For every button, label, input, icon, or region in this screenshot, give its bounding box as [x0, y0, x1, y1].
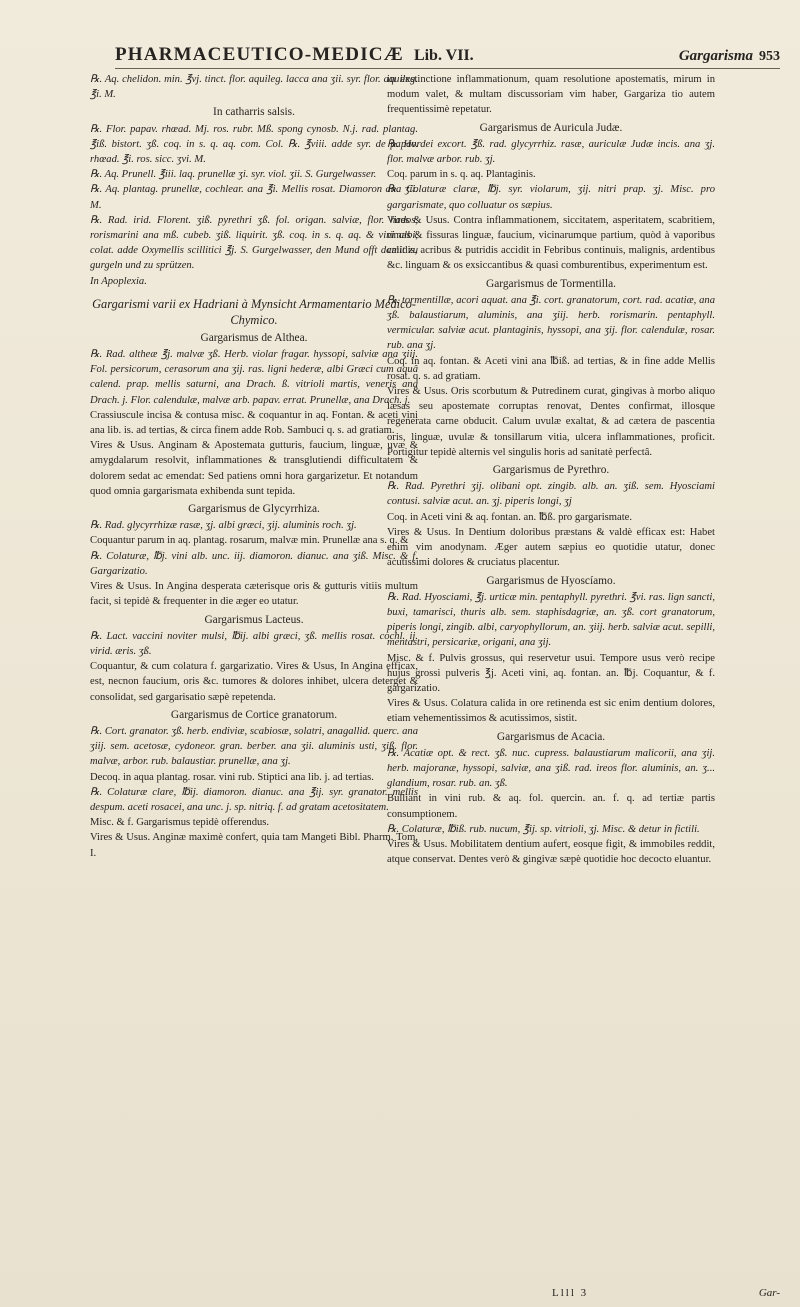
- paragraph: Vires & Usus. Oris scorbutum & Putredinem curat, gingivas à morbo aliquo læsas seu apostemate corruptas renovat, Dentes confirmat, illosque regenerata carne obducit. Calum uvulæ exaltat, & ad cætera de pascentia oris, linguæ, uvulæ & tonsillarum vitia, ulcera inflammationes, proficit. Portigitur tepidè alternis vel singulis horis ad sanitatè perfectâ.: [387, 386, 715, 458]
- paragraph: Vires & Usus. Anginæ maximè confert, quia tam Mangeti Bibl. Pharm. Tom. I.: [90, 832, 418, 859]
- paragraph: Coq. parum in s. q. aq. Plantaginis.: [387, 169, 536, 181]
- subheading: Gargarismus de Althea.: [200, 331, 308, 344]
- paragraph: ℞. Hordei excort. ℥ß. rad. glycyrrhiz. rasæ, auriculæ Judæ incis. ana ʒj. flor. malvæ arbor. rub. ʒj.: [387, 138, 715, 166]
- paragraph: ℞. Rad. Hyosciami, ℥j. urticæ min. pentaphyll. pyrethri. ℥vi. ras. lign sancti, buxi, tamarisci, thuris alb. sem. staphisdagriæ, an. ʒß. cort granatorum, piperis longi, zingib. albi, caryophyllorum, an. ʒiij. herb. salviæ acut. sepilli, mentastri, persicariæ, origani, ana ʒij.: [387, 591, 715, 649]
- paragraph: Misc. & f. Gargarismus tepidè offerendus.: [90, 817, 270, 829]
- paragraph: Coq. in aq. fontan. & Aceti vini ana ℔iß. ad tertias, & in fine adde Mellis rosat. q. s. ad gratiam.: [387, 355, 715, 382]
- right-column: [387, 72, 715, 867]
- paragraph: ℞. Flor. papav. rhœad. Mj. ros. rubr. Mß. spong cynosb. N.j. rad. plantag. ℥iß. bistort. ʒß. coq. in s. q. aq. com. Col. ℞. ℥viii. adde syr. de papav. rhœad. ℥i. ros. sicc. ʒvi. M.: [90, 123, 418, 166]
- paragraph: ℞. Colaturæ, ℔iß. rub. nucum, ℥ij. sp. vitrioli, ʒj. Misc. & detur in fictili.: [387, 823, 700, 835]
- paragraph: ℞. Rad. glycyrrhizæ rasæ, ʒj. albi græci, ʒij. aluminis roch. ʒj.: [90, 520, 357, 532]
- header-rule: [115, 68, 780, 69]
- paragraph: ℞. Aq. chelidon. min. ℥vj. tinct. flor. aquileg. lacca ana ʒii. syr. flor. aquileg. ℥i. M.: [90, 74, 418, 101]
- page-number: 953: [759, 49, 780, 64]
- subheading: Gargarismus de Auricula Judæ.: [479, 121, 623, 134]
- paragraph: Coquantur parum in aq. plantag. rosarum, malvæ min. Prunellæ ana s. q. &: [90, 535, 409, 547]
- paragraph: ℞. Rad. altheæ ℥j. malvæ ʒß. Herb. violar fragar. hyssopi, salviæ ana ʒiij. Fol. persicorum, cerasorum ana ʒij. ras. ligni hederæ, albi Græci cum aquâ calend. prap. mellis saturni, ana Drach. ß. vitrioli martis, veneris ana Drach. j. Flor. calendulæ, malvæ arb. papav. errat. Prunellæ, ana Drach. j.: [90, 349, 418, 406]
- paragraph: ℞. Acatiæ opt. & rect. ʒß. nuc. cupress. balaustiarum malicorii, ana ʒij. herb. majoranæ, hyssopi, salviæ, ana ʒiß. rad. ireos flor. aluminis, an. ʒ... glandium, rosar. rub. an. ʒß.: [387, 747, 715, 790]
- signature-mark: Llll 3: [552, 1287, 589, 1299]
- subheading: In catharris salsis.: [213, 106, 295, 119]
- subheading: Gargarismus Lacteus.: [204, 613, 304, 626]
- section-title: Gargarismi varii ex Hadriani à Mynsicht Armamentario Medico-Chymico.: [92, 296, 416, 327]
- subheading: Gargarismus de Hyoscíamo.: [486, 574, 616, 587]
- page-header: [115, 44, 780, 70]
- paragraph: ℞. Rad. irid. Florent. ʒiß. pyrethri ʒß. fol. origan. salviæ, flor. hados, rorismarini ana mß. cubeb. ʒiß. liquirit. ʒß. coq. in s. q. aq. & vini albi, colat. adde Oxymellis scillitici ℥j. S. Gurgelwasser, den Mund offt damit zu gurgeln und zu sprützen.: [90, 214, 418, 272]
- paragraph: ℞. Colaturæ, ℔j. vini alb. unc. iij. diamoron. dianuc. ana ʒiß. Misc. & f. Gargarizatio.: [90, 550, 418, 577]
- subheading: Gargarismus de Pyrethro.: [492, 464, 610, 477]
- subheading: Gargarismus de Glycyrrhiza.: [188, 503, 320, 516]
- paragraph: ℞. Rad. Pyrethri ʒij. olibani opt. zingib. alb. an. ʒiß. sem. Hyosciami contusi. salviæ acut. an. ʒj. piperis longi, ʒj: [387, 481, 715, 508]
- running-title: PHARMACEUTICO-MEDICÆ: [115, 44, 404, 65]
- paragraph: Vires & Usus. Colatura calida in ore retinenda est sic enim dentium dolores, etiam vehementissimos & acutissimos, sistit.: [387, 698, 715, 725]
- book-number: Lib. VII.: [413, 47, 474, 64]
- paragraph: In Apoplexia.: [90, 275, 147, 287]
- paragraph: ℞. Aq. plantag. prunellæ, cochlear. ana ℥i. Mellis rosat. Diamoron ana ʒii. M.: [90, 184, 418, 211]
- paragraph: Coq. in Aceti vini & aq. fontan. an. ℔ß. pro gargarismate.: [387, 511, 633, 523]
- paragraph: ℞. Aq. Prunell. ℥iii. laq. prunellæ ʒi. syr. viol. ʒii. S. Gurgelwasser.: [90, 169, 377, 181]
- paragraph: ℞. Colaturæ clare, ℔ij. diamoron. dianuc. ana ℥ij. syr. granator. mellis despum. aceti rosacei, ana unc. j. sp. nitriq. f. ad gratam acetositatem.: [90, 786, 418, 813]
- paragraph: Vires & Usus. In Angina desperata cæterisque oris & gutturis vitiis multum facit, si tepidè & frequenter in die æger eo utatur.: [90, 581, 418, 608]
- subheading: Gargarismus de Acacia.: [496, 730, 606, 743]
- page-footer: [387, 1287, 780, 1303]
- paragraph: ℞. tormentillæ, acori aquat. ana ℥i. cort. granatorum, cort. rad. acatiæ, ana ʒß. balaustiarum, aluminis, ana ʒiij. herb. rorismarin. pentaphyll. vermicular. salviæ acut. plantaginis, hyssopi, ana ʒij. flor. calendulæ, rosar. rub. ana ʒj.: [387, 294, 715, 352]
- paragraph: Coquantur, & cum colatura f. gargarizatio. Vires & Usus, In Angina efficax, est, necnon faucium, oris &c. tumores & dolores inhibet, ulcera deterget & consolidat, sed gargarisatio sæpè repetenda.: [90, 661, 418, 703]
- paragraph: ℞. Colaturæ claræ, ℔j. syr. violarum, ʒij. nitri prap. ʒj. Misc. pro gargarismate, quo colluatur os sæpius.: [387, 184, 715, 211]
- paragraph: Vires & Usus. In Dentium doloribus præstans & valdè efficax est: Habet enim vim anodynam. Æger autem sæpius eo quotidie utatur, donec acutissimi dolores & cruciatus placentur.: [387, 526, 715, 569]
- subheading: Gargarismus de Tormentilla.: [485, 277, 617, 290]
- paragraph: Vires & Usus. Anginam & Apostemata gutturis, faucium, linguæ, uvæ & amygdalarum resolvit, inflammationes & transglutiendi difficultatem & dolorem sedat ac emendat: Sed patiens omni hora gargarizetur. Et notandum quod omnia gargarismata exhibenda sunt tepida.: [90, 440, 418, 497]
- subheading: Gargarismus de Cortice granatorum.: [170, 708, 338, 721]
- paragraph: in exstinctione inflammationum, quam resolutione apostematis, mirum in modum valet, & multam discussoriam vim haber, Gargariza tio autem frequentissimè repetatur.: [387, 74, 715, 116]
- section-running-head: Gargarisma: [678, 48, 753, 64]
- paragraph: Vires & Usus. Mobilitatem dentium aufert, eosque figit, & immobiles reddit, atque conservat. Dentes verò & gingivæ sæpè quotidie hoc decocto eluantur.: [387, 838, 715, 866]
- paragraph: Misc. & f. Pulvis grossus, qui reservetur usui. Tempore usus verò recipe hujus grossi pulveris ℥j. Aceti vini, aq. fontan. an. ℔j. Coquantur, & f. gargarizatio.: [387, 652, 715, 694]
- paragraph: Crassiuscule incisa & contusa misc. & coquantur in aq. Fontan. & aceti vini ana lib. is. ad tertias, & circa finem adde Rob. Sambuci q. s. ad gratiam.: [90, 409, 418, 437]
- paragraph: Bulliant in vini rub. & aq. fol. quercin. an. f. q. ad tertiæ partis consumptionem.: [387, 793, 715, 820]
- paragraph: ℞. Cort. granator. ʒß. herb. endiviæ, scabiosæ, solatri, anagallid. querc. ana ʒiij. sem. acetosæ, cydoneor. gran. berber. ana ʒii. aluminis usti, ʒiß. flor. malvæ, arbor. rub. balaustiar. prunellæ, ana ʒj.: [90, 725, 418, 768]
- paragraph: ℞. Lact. vaccini noviter mulsi, ℔ij. albi græci, ʒß. mellis rosat. cochl. ij. virid. æris. ʒß.: [90, 630, 418, 657]
- paragraph: Decoq. in aqua plantag. rosar. vini rub. Stiptici ana lib. j. ad tertias.: [90, 771, 374, 783]
- left-column: [90, 72, 418, 861]
- catchword: Gar-: [758, 1287, 780, 1299]
- paragraph: Vires & Usus. Contra inflammationem, siccitatem, asperitatem, scabritiem, rimas & fissuras linguæ, faucium, vicinarumque partium, quòd à vaporibus calidis, acribus & putridis accidit in Febribus continuis, malignis, ardentibus &c. linguam & os exsiccantibus & quasi comburentibus, experimentum est.: [387, 214, 715, 272]
